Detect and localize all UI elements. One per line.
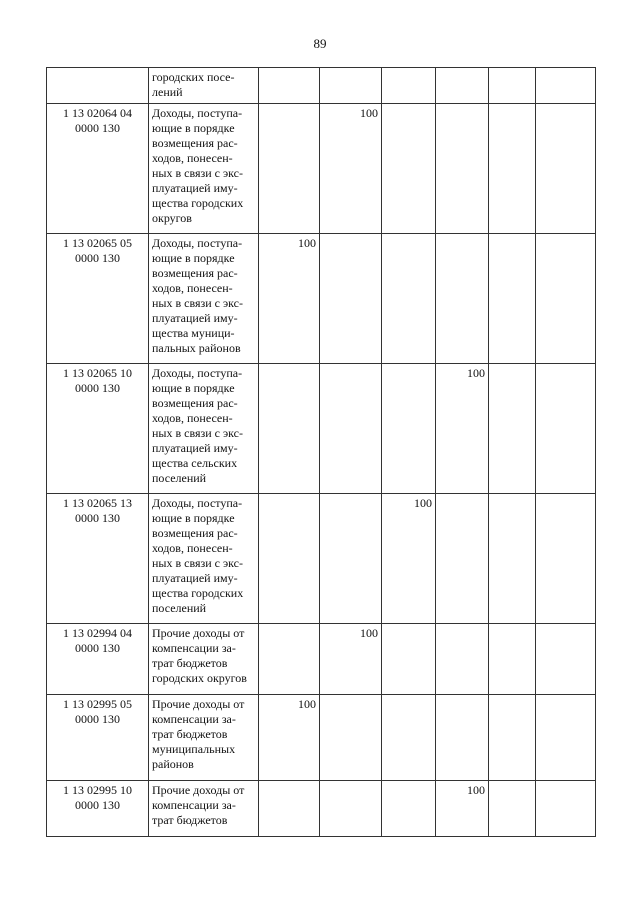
percentage-cell <box>436 234 489 364</box>
percentage-cell: 100 <box>436 781 489 837</box>
revenue-code-cell <box>47 781 149 837</box>
revenue-name-cell <box>149 494 259 624</box>
table-row <box>47 68 596 104</box>
percentage-cell <box>320 364 382 494</box>
percentage-cell: 100 <box>320 104 382 234</box>
percentage-cell <box>489 494 536 624</box>
revenue-code: 1 13 02065 10 0000 130 <box>63 366 132 395</box>
revenue-code-cell <box>47 624 149 695</box>
percentage-cell <box>436 68 489 104</box>
percentage-cell: 100 <box>320 624 382 695</box>
percentage-cell <box>259 781 320 837</box>
percentage-cell <box>536 494 596 624</box>
revenue-code: 1 13 02065 13 0000 130 <box>63 496 132 525</box>
percentage-cell <box>489 68 536 104</box>
percentage-cell <box>320 781 382 837</box>
percentage-cell <box>489 104 536 234</box>
percentage-cell: 100 <box>259 234 320 364</box>
revenue-name: Доходы, поступа- ющие в порядке возмещения рас- ходов, понесен- ных в связи с экс- плуатацией иму- щества городских поселений <box>152 496 244 615</box>
percentage-cell <box>259 68 320 104</box>
revenue-name-cell <box>149 234 259 364</box>
percentage-cell: 100 <box>436 364 489 494</box>
percentage-cell <box>436 104 489 234</box>
percentage-cell <box>489 234 536 364</box>
percentage-cell <box>536 68 596 104</box>
percentage-cell <box>382 68 436 104</box>
percentage-cell <box>259 494 320 624</box>
revenue-name-cell <box>149 624 259 695</box>
revenue-code: 1 13 02994 04 0000 130 <box>63 626 132 655</box>
table-row <box>47 624 596 695</box>
percentage-cell <box>259 104 320 234</box>
table-row <box>47 781 596 837</box>
revenue-code: 1 13 02065 05 0000 130 <box>63 236 132 265</box>
percentage-cell <box>489 624 536 695</box>
percentage-cell <box>259 364 320 494</box>
percentage-cell <box>382 695 436 781</box>
revenue-code-cell <box>47 68 149 104</box>
table-row <box>47 104 596 234</box>
percentage-cell <box>320 234 382 364</box>
revenue-code: 1 13 02995 10 0000 130 <box>63 783 132 812</box>
table-body <box>47 68 596 837</box>
revenue-name-cell <box>149 104 259 234</box>
percentage-cell <box>259 624 320 695</box>
revenue-name-cell <box>149 68 259 104</box>
table-row <box>47 695 596 781</box>
revenue-name-cell <box>149 695 259 781</box>
percentage-cell <box>320 68 382 104</box>
percentage-cell <box>382 624 436 695</box>
percentage-cell <box>536 104 596 234</box>
percentage-cell <box>320 494 382 624</box>
revenue-name: Прочие доходы от компенсации за- трат бюджетов городских округов <box>152 626 247 685</box>
revenue-code: 1 13 02995 05 0000 130 <box>63 697 132 726</box>
percentage-cell <box>536 781 596 837</box>
percentage-cell <box>382 234 436 364</box>
table-row <box>47 364 596 494</box>
percentage-cell: 100 <box>382 494 436 624</box>
revenue-name: Прочие доходы от компенсации за- трат бюджетов <box>152 783 245 827</box>
table-row <box>47 494 596 624</box>
revenue-code-cell <box>47 695 149 781</box>
revenue-name: Доходы, поступа- ющие в порядке возмещения рас- ходов, понесен- ных в связи с экс- плуатацией иму- щества сельских поселений <box>152 366 243 485</box>
revenue-code: 1 13 02064 04 0000 130 <box>63 106 132 135</box>
revenue-name-cell <box>149 364 259 494</box>
budget-revenue-table <box>46 67 596 837</box>
percentage-cell <box>489 781 536 837</box>
percentage-cell <box>489 364 536 494</box>
percentage-cell <box>382 781 436 837</box>
percentage-cell <box>536 364 596 494</box>
percentage-cell <box>536 624 596 695</box>
percentage-cell <box>489 695 536 781</box>
percentage-cell <box>536 234 596 364</box>
percentage-cell <box>436 695 489 781</box>
percentage-cell <box>536 695 596 781</box>
percentage-cell: 100 <box>259 695 320 781</box>
revenue-code-cell <box>47 104 149 234</box>
percentage-cell <box>436 494 489 624</box>
percentage-cell <box>436 624 489 695</box>
percentage-cell <box>382 364 436 494</box>
percentage-cell <box>382 104 436 234</box>
revenue-name: Прочие доходы от компенсации за- трат бюджетов муниципальных районов <box>152 697 245 771</box>
revenue-code-cell <box>47 494 149 624</box>
revenue-code-cell <box>47 234 149 364</box>
revenue-name: Доходы, поступа- ющие в порядке возмещения рас- ходов, понесен- ных в связи с экс- плуатацией иму- щества городских округов <box>152 106 244 225</box>
revenue-name: Доходы, поступа- ющие в порядке возмещения рас- ходов, понесен- ных в связи с экс- плуатацией иму- щества муници- пальных районов <box>152 236 243 355</box>
page-number: 89 <box>313 36 327 51</box>
revenue-name-cell <box>149 781 259 837</box>
table-row <box>47 234 596 364</box>
revenue-name: городских посе- лений <box>152 70 235 99</box>
revenue-code-cell <box>47 364 149 494</box>
percentage-cell <box>320 695 382 781</box>
